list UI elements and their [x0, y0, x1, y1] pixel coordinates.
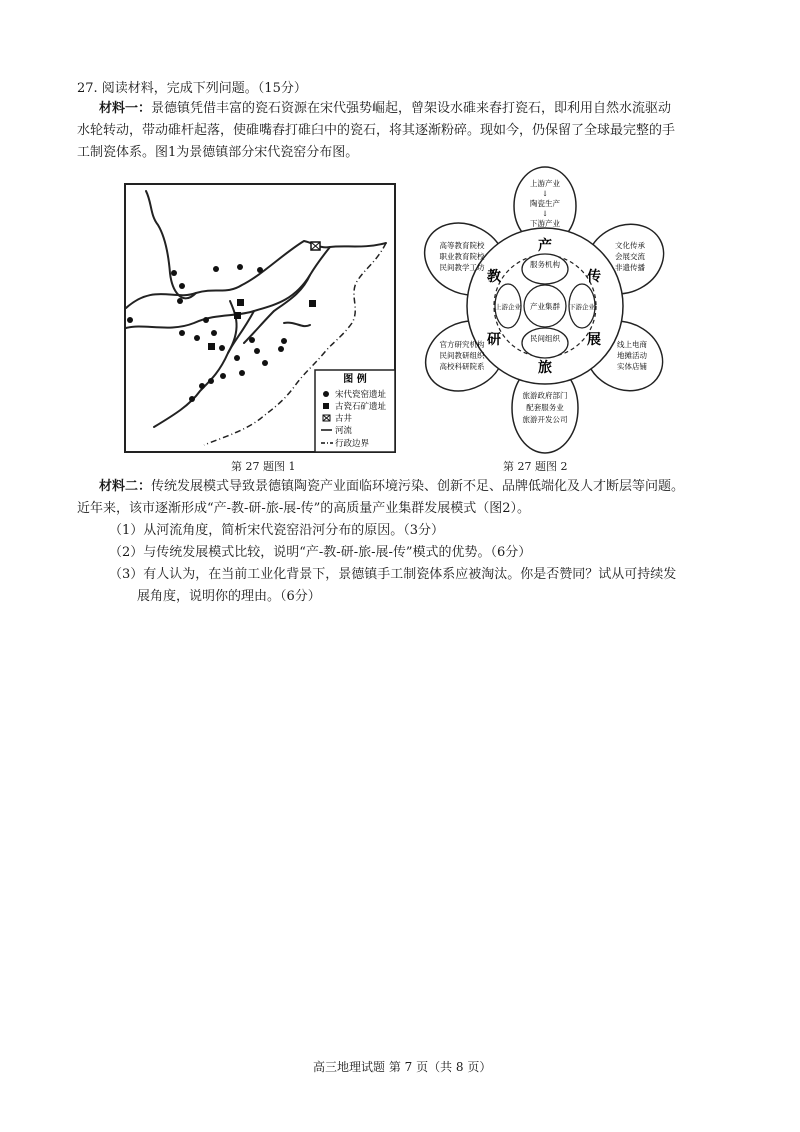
material1-line1 [99, 100, 671, 118]
ring-label-teach: 教 [487, 269, 501, 285]
question-header: 27. 阅读材料，完成下列问题。（15分） [77, 81, 307, 96]
petal-lr-1: 线上电商 [617, 340, 647, 349]
subquestion-3-cont: 展角度，说明你的理由。（6分） [137, 589, 321, 604]
petal-ur-3: 非遗传播 [615, 263, 645, 272]
material2-label: 材料二： [99, 479, 152, 494]
legend-item-boundary: 行政边界 [335, 439, 370, 449]
well-legend-icon [323, 415, 330, 421]
petal-top-2: ↓ [541, 189, 549, 198]
petal-lr-2: 地摊活动 [617, 351, 647, 360]
ring-label-exhibit: 展 [587, 332, 601, 348]
petal-top-3: 陶瓷生产 [530, 199, 560, 208]
petal-top-1: 上游产业 [530, 179, 560, 188]
petal-ul-3: 民间教学工坊 [439, 263, 485, 272]
subquestion-3: （3）有人认为，在当前工业化背景下，景德镇手工制瓷体系应被淘汰。你是否赞同？试从可持续发 [109, 567, 677, 582]
node-service: 服务机构 [530, 260, 560, 269]
material2-line1 [99, 478, 684, 496]
legend-item-river: 河流 [335, 426, 353, 436]
material1-line2: 水轮转动，带动碓杆起落，使碓嘴舂打碓臼中的瓷石，将其逐渐粉碎。现如今，仍保留了全球最完整的手 [77, 123, 676, 138]
material2-line2: 近年来，该市逐渐形成“产-教-研-旅-展-传”的高质量产业集群发展模式（图2）。 [77, 501, 531, 516]
legend-title: 图 例 [343, 374, 367, 385]
material2-text1: 传统发展模式导致景德镇陶瓷产业面临环境污染、创新不足、品牌低端化及人才断层等问题。 [151, 479, 685, 494]
node-center: 产业集群 [530, 302, 560, 311]
subquestion-2: （2）与传统发展模式比较，说明“产-教-研-旅-展-传”模式的优势。（6分） [109, 545, 532, 560]
legend-item-kiln: 宋代瓷窑遗址 [335, 390, 387, 400]
ore-square-icon [323, 403, 329, 409]
petal-ur-2: 会展交流 [615, 252, 645, 261]
petal-ul-2: 职业教育院校 [439, 252, 485, 261]
node-upstream: 上游企业 [495, 303, 521, 311]
map-legend [315, 370, 395, 452]
figure2-diagram [410, 166, 680, 458]
petal-ur-1: 文化传承 [615, 241, 645, 250]
figure1-caption: 第 27 题图 1 [231, 460, 296, 473]
ring-label-produce: 产 [538, 238, 552, 254]
petal-bottom-2: 配套服务业 [526, 403, 564, 412]
legend-item-ore: 古瓷石矿遗址 [335, 402, 387, 412]
petal-top-4: ↓ [541, 209, 549, 218]
node-downstream: 下游企业 [569, 303, 595, 311]
ancient-well-icon [311, 242, 320, 250]
petal-ll-3: 高校科研院系 [439, 362, 485, 371]
subquestion-1: （1）从河流角度，简析宋代瓷窑沿河分布的原因。（3分） [109, 523, 445, 538]
kiln-dot-icon [323, 391, 329, 397]
material1-text1: 景德镇凭借丰富的瓷石资源在宋代强势崛起，曾架设水碓来舂打瓷石，即利用自然水流驱动 [151, 101, 672, 116]
material1-line3: 工制瓷体系。图1为景德镇部分宋代瓷窑分布图。 [77, 145, 359, 160]
figure1-map [124, 183, 396, 453]
legend-item-well: 古井 [335, 414, 353, 424]
ring-label-spread: 传 [587, 269, 601, 285]
petal-ll-2: 民间教研组织 [439, 351, 485, 360]
petal-ul-1: 高等教育院校 [439, 241, 485, 250]
petal-top-5: 下游产业 [530, 219, 560, 228]
material1-label: 材料一： [99, 101, 152, 116]
petal-lr-3: 实体店铺 [617, 362, 647, 371]
petal-ll-1: 官方研究机构 [439, 340, 485, 349]
figure2-caption: 第 27 题图 2 [503, 460, 568, 473]
page-footer: 高三地理试题 第 7 页（共 8 页） [313, 1060, 492, 1074]
petal-bottom-1: 旅游政府部门 [522, 391, 568, 400]
ring-label-tour: 旅 [538, 360, 552, 376]
petal-bottom-3: 旅游开发公司 [522, 415, 568, 424]
ring-label-research: 研 [487, 332, 501, 348]
node-civil: 民间组织 [530, 334, 560, 343]
